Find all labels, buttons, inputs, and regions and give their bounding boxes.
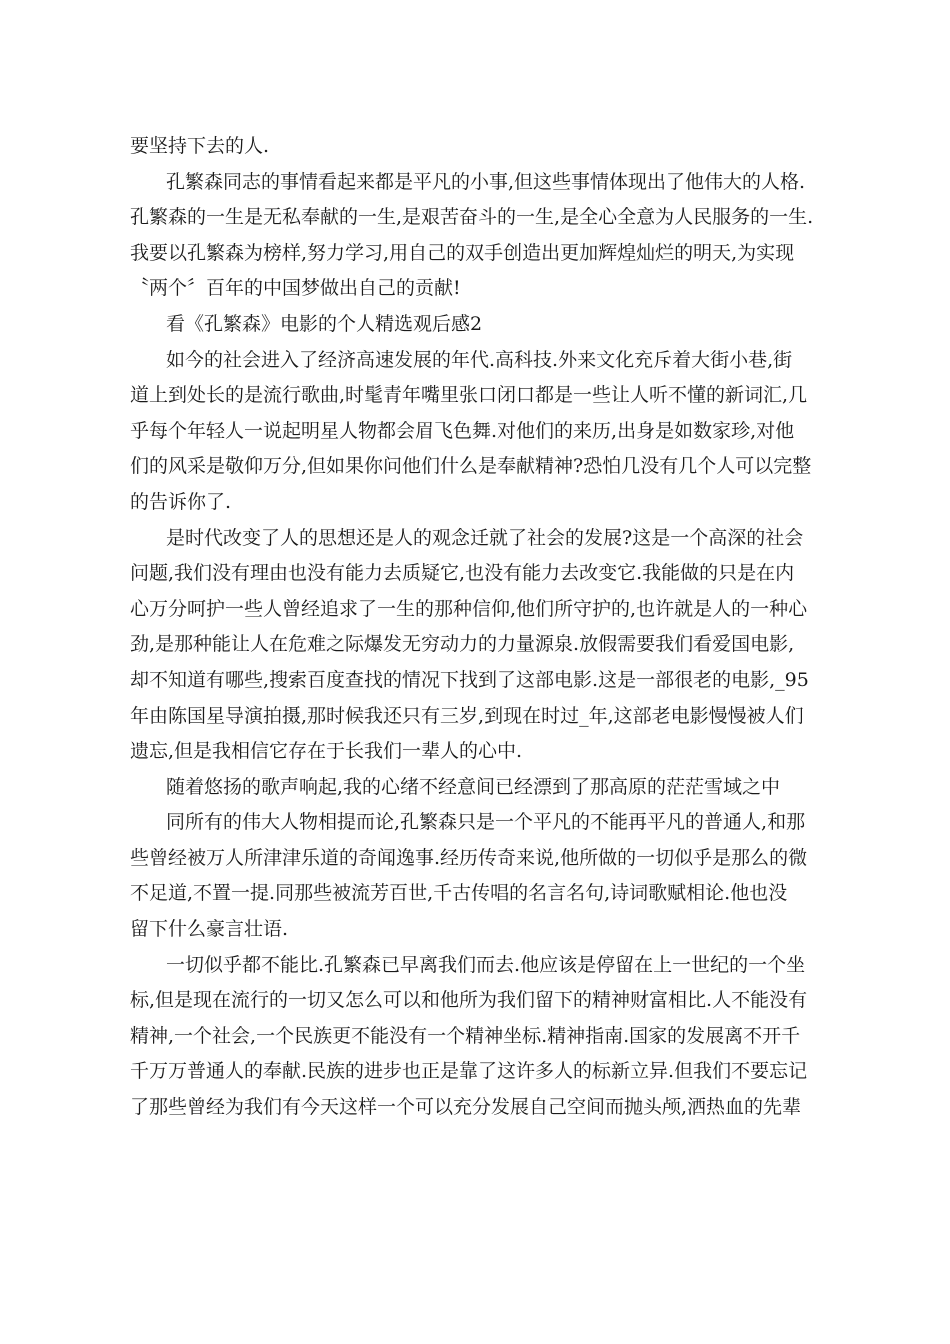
text-line: 不足道,不置一提.同那些被流芳百世,千古传唱的名言名句,诗词歌赋相论.他也没 [130, 882, 788, 905]
text-line: 千万万普通人的奉献.民族的进步也正是靠了这许多人的标新立异.但我们不要忘记 [130, 1060, 808, 1083]
text-line: 标,但是现在流行的一切又怎么可以和他所为我们留下的精神财富相比.人不能没有 [130, 989, 808, 1012]
text-line: 孔繁森的一生是无私奉献的一生,是艰苦奋斗的一生,是全心全意为人民服务的一生. [130, 206, 814, 229]
text-line: 我要以孔繁森为榜样,努力学习,用自己的双手创造出更加辉煌灿烂的明天,为实现 [130, 241, 795, 264]
text-line: 年由陈国星导演拍摄,那时候我还只有三岁,到现在时过_年,这部老电影慢慢被人们 [130, 704, 804, 727]
text-line: 却不知道有哪些,搜索百度查找的情况下找到了这部电影.这是一部很老的电影,_95 [130, 668, 809, 691]
text-line: 问题,我们没有理由也没有能力去质疑它,也没有能力去改变它.我能做的只是在内 [130, 562, 795, 585]
text-line: 是时代改变了人的思想还是人的观念迁就了社会的发展?这是一个高深的社会 [166, 526, 804, 549]
section-heading: 看《孔繁森》电影的个人精选观后感2 [166, 312, 483, 335]
text-line: 遗忘,但是我相信它存在于长我们一辈人的心中. [130, 740, 523, 763]
text-line: 心万分呵护一些人曾经追求了一生的那种信仰,他们所守护的,也许就是人的一种心 [130, 597, 808, 620]
text-line: 们的风采是敬仰万分,但如果你问他们什么是奉献精神?恐怕几没有几个人可以完整 [130, 455, 812, 478]
text-line: 如今的社会进入了经济高速发展的年代.高科技.外来文化充斥着大街小巷,街 [166, 348, 793, 371]
text-line: 同所有的伟大人物相提而论,孔繁森只是一个平凡的不能再平凡的普通人,和那 [166, 811, 806, 834]
text-line: 些曾经被万人所津津乐道的奇闻逸事.经历传奇来说,他所做的一切似乎是那么的微 [130, 846, 808, 869]
text-line: 要坚持下去的人. [130, 135, 270, 157]
text-line: 劲,是那种能让人在危难之际爆发无穷动力的力量源泉.放假需要我们看爱国电影, [130, 633, 795, 656]
text-line: 孔繁森同志的事情看起来都是平凡的小事,但这些事情体现出了他伟大的人格. [166, 170, 806, 193]
text-line: 一切似乎都不能比.孔繁森已早离我们而去.他应该是停留在上一世纪的一个坐 [166, 953, 806, 976]
text-line: 了那些曾经为我们有今天这样一个可以充分发展自己空间而抛头颅,洒热血的先辈 [130, 1096, 802, 1119]
text-line: 留下什么豪言壮语. [130, 918, 289, 941]
body-text [130, 129, 820, 1126]
text-line: 〝两个〞百年的中国梦做出自己的贡献! [130, 277, 461, 300]
text-line: 随着悠扬的歌声响起,我的心绪不经意间已经漂到了那高原的茫茫雪域之中 [166, 775, 781, 798]
text-line: 精神,一个社会,一个民族更不能没有一个精神坐标.精神指南.国家的发展离不开千 [130, 1024, 801, 1047]
text-line: 的告诉你了. [130, 490, 232, 513]
text-line: 乎每个年轻人一说起明星人物都会眉飞色舞.对他们的来历,出身是如数家珍,对他 [130, 419, 795, 442]
text-line: 道上到处长的是流行歌曲,时髦青年嘴里张口闭口都是一些让人听不懂的新词汇,几 [130, 384, 808, 407]
